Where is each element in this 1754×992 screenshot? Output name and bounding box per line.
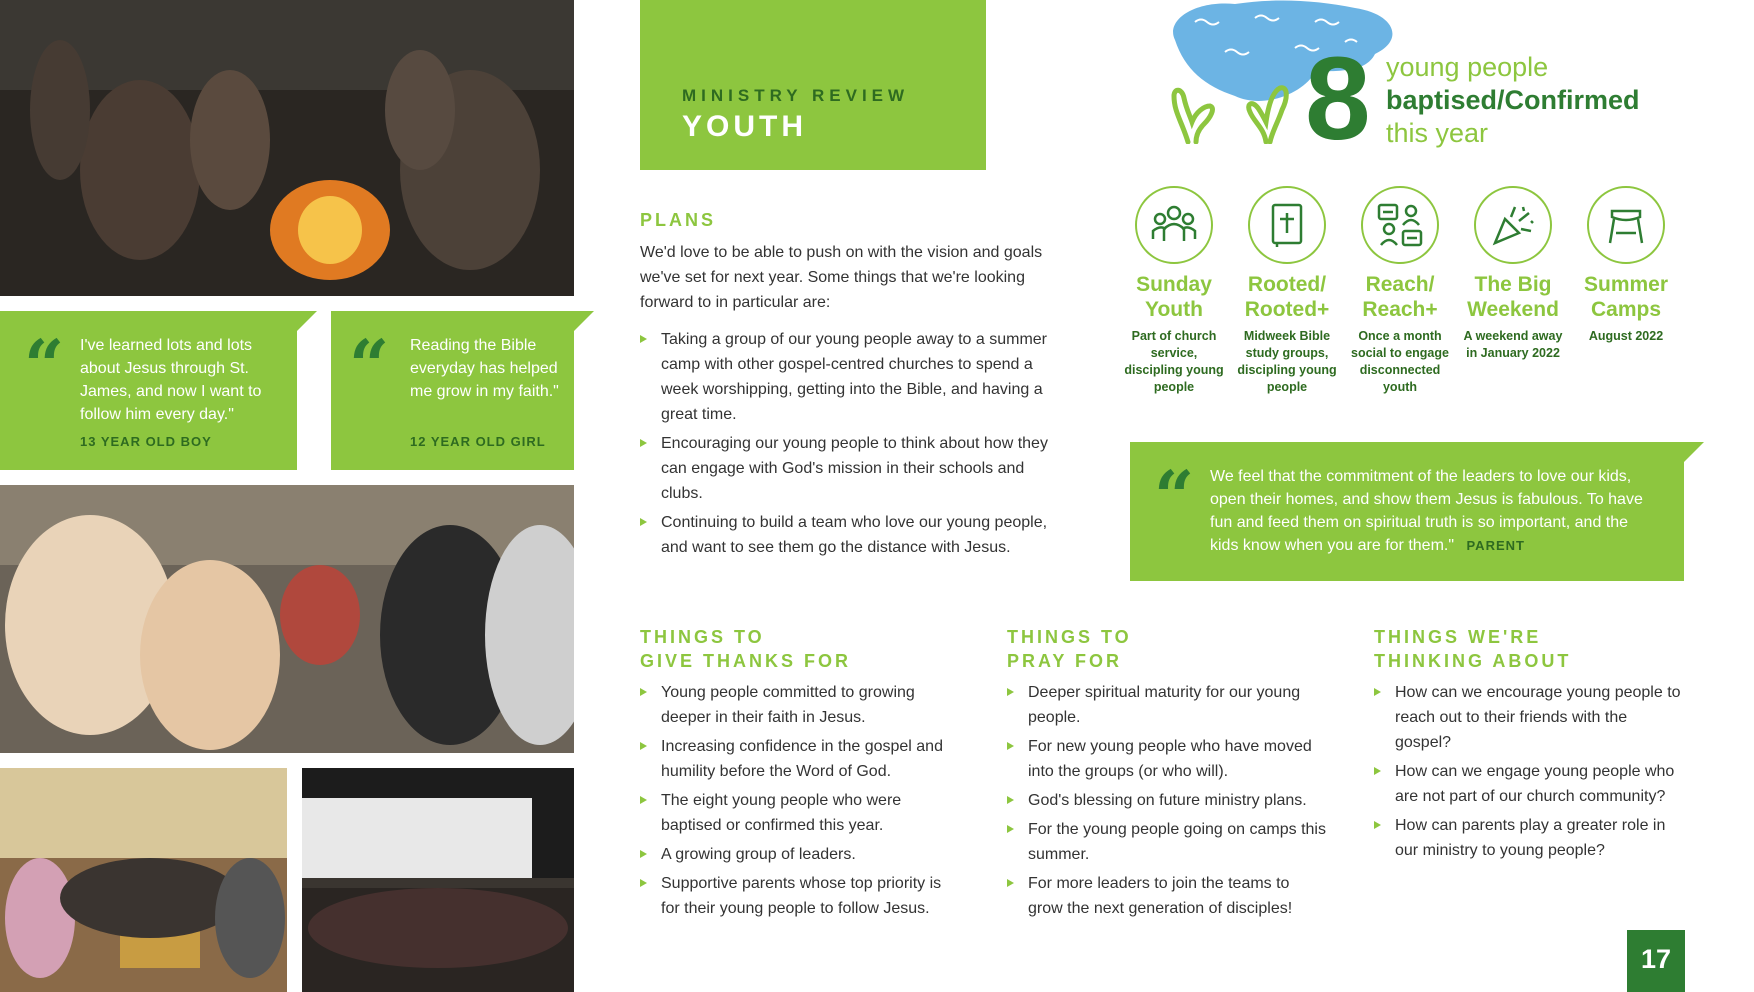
ministry-desc: Midweek Bible study groups, discipling young people bbox=[1237, 329, 1337, 394]
ministry-icon-circle bbox=[1587, 186, 1665, 264]
ministry-icon-circle bbox=[1474, 186, 1552, 264]
quote-text: Reading the Bible everyday has helped me grow in my faith." bbox=[410, 337, 559, 400]
list-item: God's blessing on future ministry plans. bbox=[1007, 788, 1327, 813]
plans-list bbox=[640, 327, 1070, 564]
ministry-reach bbox=[1348, 186, 1452, 396]
list-item: The eight young people who were baptised or confirmed this year. bbox=[640, 788, 960, 838]
list-item: For new young people who have moved into the groups (or who will). bbox=[1007, 734, 1327, 784]
thanks-heading-line-2: GIVE THANKS FOR bbox=[640, 651, 852, 671]
stat-line-2: baptised/Confirmed bbox=[1386, 85, 1640, 115]
chat-people-icon bbox=[1375, 201, 1425, 249]
ministry-icon-circle bbox=[1135, 186, 1213, 264]
ministry-big-weekend bbox=[1461, 186, 1565, 362]
group-icon bbox=[1150, 201, 1198, 249]
bible-icon bbox=[1265, 201, 1309, 249]
list-item: For the young people going on camps this summer. bbox=[1007, 817, 1327, 867]
list-item: Continuing to build a team who love our young people, and want to see them go the distance with Jesus. bbox=[640, 510, 1070, 560]
list-item: Encouraging our young people to think about how they can engage with God's mission in their schools and clubs. bbox=[640, 431, 1070, 506]
plans-heading: PLANS bbox=[640, 210, 717, 230]
stat-line-3: this year bbox=[1386, 118, 1489, 148]
ministry-icon-circle bbox=[1248, 186, 1326, 264]
plant-right-icon bbox=[1242, 82, 1292, 144]
quote-text-body: We feel that the commitment of the leaders to love our kids, open their homes, and show them Jesus is fabulous. To have fun and feed them on spiritual truth is so important, and the kids know when you are for them." bbox=[1210, 468, 1643, 554]
ministry-name: Sunday Youth bbox=[1136, 273, 1212, 321]
page-title: YOUTH bbox=[682, 110, 807, 143]
quote-attribution: 12 YEAR OLD GIRL bbox=[410, 434, 546, 449]
thinking-list bbox=[1374, 680, 1684, 867]
ministry-sunday-youth bbox=[1122, 186, 1226, 396]
ministry-rooted bbox=[1235, 186, 1339, 396]
ministry-desc: Part of church service, discipling young people bbox=[1124, 329, 1224, 394]
list-item: Supportive parents whose top priority is for their young people to follow Jesus. bbox=[640, 871, 960, 921]
quote-box-notch bbox=[574, 311, 594, 331]
plant-left-icon bbox=[1168, 82, 1218, 144]
pray-heading-line-2: PRAY FOR bbox=[1007, 651, 1123, 671]
camp-stove-icon bbox=[1604, 203, 1648, 247]
quote-attribution: 13 YEAR OLD BOY bbox=[80, 434, 212, 449]
quote-text: I've learned lots and lots about Jesus through St. James, and now I want to follow him every day." bbox=[80, 337, 262, 423]
thanks-heading-line-1: THINGS TO bbox=[640, 627, 765, 647]
stat-line-1: young people bbox=[1386, 52, 1549, 82]
list-item: For more leaders to join the teams to grow the next generation of disciples! bbox=[1007, 871, 1327, 921]
quote-mark-icon: “ bbox=[349, 324, 390, 407]
quote-mark-icon: “ bbox=[1154, 455, 1195, 538]
pray-list bbox=[1007, 680, 1327, 925]
quote-box-notch bbox=[297, 311, 317, 331]
list-item: How can parents play a greater role in our ministry to young people? bbox=[1374, 813, 1684, 863]
ministry-summer-camps bbox=[1574, 186, 1678, 345]
thinking-heading-line-1: THINGS WE'RE bbox=[1374, 627, 1542, 647]
list-item: A growing group of leaders. bbox=[640, 842, 960, 867]
list-item: How can we encourage young people to reach out to their friends with the gospel? bbox=[1374, 680, 1684, 755]
quote-text bbox=[1210, 465, 1660, 557]
quote-attribution: PARENT bbox=[1466, 538, 1525, 553]
plans-intro: We'd love to be able to push on with the vision and goals we've set for next year. Some things that we're looking forward to in particular are: bbox=[640, 244, 1043, 311]
page-number: 17 bbox=[1627, 930, 1685, 992]
list-item: Increasing confidence in the gospel and humility before the Word of God. bbox=[640, 734, 960, 784]
quote-box-notch bbox=[1684, 442, 1704, 462]
header-kicker: MINISTRY REVIEW bbox=[682, 86, 910, 105]
ministry-name: Summer Camps bbox=[1583, 273, 1669, 321]
header-box bbox=[640, 0, 986, 170]
thanks-list bbox=[640, 680, 960, 925]
ministry-desc: A weekend away in January 2022 bbox=[1463, 329, 1563, 360]
stat-number: 8 bbox=[1305, 33, 1371, 165]
quote-box-boy bbox=[0, 311, 297, 470]
thinking-heading bbox=[1374, 625, 1571, 673]
photo-group-selfie bbox=[0, 485, 574, 753]
pray-heading bbox=[1007, 625, 1132, 673]
ministry-name: Reach/ Reach+ bbox=[1362, 273, 1438, 321]
quote-box-parent bbox=[1130, 442, 1684, 581]
photo-camp-group bbox=[302, 768, 574, 992]
party-popper-icon bbox=[1489, 201, 1537, 249]
ministry-desc: August 2022 bbox=[1588, 329, 1664, 343]
thanks-heading bbox=[640, 625, 851, 673]
ministry-desc: Once a month social to engage disconnected youth bbox=[1351, 329, 1449, 394]
photo-bonfire bbox=[0, 0, 574, 296]
thinking-heading-line-2: THINKING ABOUT bbox=[1374, 651, 1572, 671]
ministry-name: Rooted/ Rooted+ bbox=[1244, 273, 1330, 321]
quote-mark-icon: “ bbox=[24, 324, 65, 407]
list-item: Young people committed to growing deeper in their faith in Jesus. bbox=[640, 680, 960, 730]
quote-box-girl bbox=[331, 311, 574, 470]
ministry-icon-circle bbox=[1361, 186, 1439, 264]
list-item: How can we engage young people who are not part of our church community? bbox=[1374, 759, 1684, 809]
pray-heading-line-1: THINGS TO bbox=[1007, 627, 1132, 647]
ministry-name: The Big Weekend bbox=[1467, 273, 1559, 321]
list-item: Deeper spiritual maturity for our young people. bbox=[1007, 680, 1327, 730]
list-item: Taking a group of our young people away to a summer camp with other gospel-centred churches to spend a week worshipping, getting into the Bible, and having a great time. bbox=[640, 327, 1070, 427]
photo-hall-group bbox=[0, 768, 287, 992]
